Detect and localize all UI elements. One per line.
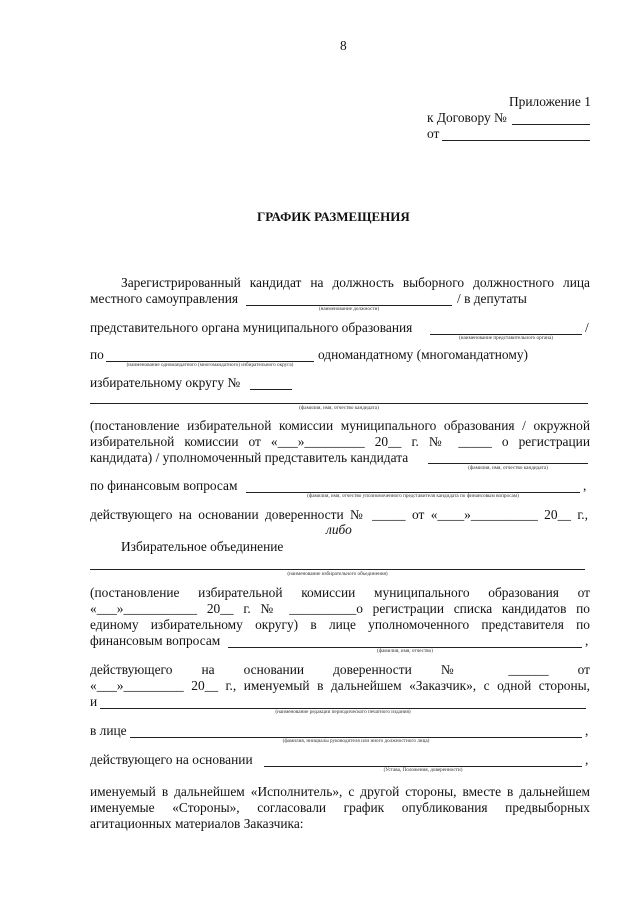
caption-authorized: (фамилия, имя, отчество уполномоченного представителя кандидата по финансовым вопросам) xyxy=(307,493,519,499)
p5-line3: кандидата) / уполномоченный представитель кандидата xyxy=(90,450,409,465)
p12: действующего на основании xyxy=(90,752,253,767)
p12-comma: , xyxy=(585,752,589,767)
caption-charter: (Устава, Положения, доверенности) xyxy=(383,767,463,773)
p10-line3: и xyxy=(90,694,98,709)
p10-line2: «___»_________ 20__ г., именуемый в дальнейшем «Заказчик», с одной стороны, xyxy=(90,678,590,693)
p13-line2: именуемые «Стороны», согласовали график опубликования предвыборных xyxy=(90,800,590,815)
appendix-date-label: от xyxy=(427,126,440,141)
p4: избирательному округу № xyxy=(90,375,241,390)
caption-editorial: (наименование редакции периодического печатного издания) xyxy=(275,709,411,715)
p13-line1: именуемый в дальнейшем «Исполнитель», с другой стороны, вместе в дальнейшем xyxy=(90,784,590,799)
appendix-title: Приложение 1 xyxy=(509,94,591,109)
p5-line1: (постановление избирательной комиссии муниципального образования / окружной xyxy=(90,418,590,433)
candidate-name-line xyxy=(90,403,588,404)
association-line xyxy=(90,569,585,570)
caption-candidate: (фамилия, имя, отчество кандидата) xyxy=(299,405,379,411)
p2-slash: / xyxy=(585,320,589,335)
p8: Избирательное объединение xyxy=(121,539,284,554)
district-number-line xyxy=(250,389,292,390)
caption-association: (наименование избирательного объединения) xyxy=(287,571,388,577)
p9-line3: единому избирательному округу) в лице уполномоченного представителя по xyxy=(90,617,590,632)
caption-head: (фамилия, инициалы руководителя или иного должностного лица) xyxy=(282,738,430,744)
p9-line1: (постановление избирательной комиссии муниципального образования от xyxy=(90,585,590,600)
p5-line2: избирательной комиссии от «___»_________ 20__ г. № _____ о регистрации xyxy=(90,434,590,449)
p13-line3: агитационных материалов Заказчика: xyxy=(90,816,304,831)
contract-date-line xyxy=(442,140,590,141)
p9-line2: «___»___________ 20__ г. № __________о регистрации списка кандидатов по xyxy=(90,601,590,616)
p3-right: одномандатному (многомандатному) xyxy=(318,347,528,362)
document-title: ГРАФИК РАЗМЕЩЕНИЯ xyxy=(257,209,410,224)
p6-a: по финансовым вопросам xyxy=(90,478,238,493)
p9-line4-a: финансовым вопросам xyxy=(90,633,221,648)
caption-fio: (фамилия, имя, отчество) xyxy=(377,648,433,654)
p11-comma: , xyxy=(585,723,589,738)
caption-candidate2: (фамилия, имя, отчество кандидата) xyxy=(468,465,548,471)
appendix-contract-label: к Договору № xyxy=(427,110,507,125)
p1-line2-a: местного самоуправления xyxy=(90,291,239,306)
p11: в лице xyxy=(90,723,127,738)
caption-rep-organ: (наименование представительного органа) xyxy=(459,335,553,341)
p10-line1: действующего на основании доверенности № ______ от xyxy=(90,662,590,677)
p3-po: по xyxy=(90,347,104,362)
representative-name-line xyxy=(428,463,588,464)
p9-line4-comma: , xyxy=(585,633,589,648)
p1-line1: Зарегистрированный кандидат на должность выборного должностного лица xyxy=(121,275,590,290)
caption-district-name: (наименование одномандатного (многомандатного) избирательного округа) xyxy=(126,362,294,368)
p7: действующего на основании доверенности № _____ от «____»__________ 20__ г., xyxy=(90,507,588,522)
contract-number-line xyxy=(512,124,590,125)
p2-line: представительного органа муниципального образования xyxy=(90,320,413,335)
page-number: 8 xyxy=(340,38,347,53)
p6-comma: , xyxy=(583,478,587,493)
p1-line2-b: / в депутаты xyxy=(457,291,527,306)
p7-either: либо xyxy=(326,522,352,537)
caption-position: (наименование должности) xyxy=(318,306,380,312)
